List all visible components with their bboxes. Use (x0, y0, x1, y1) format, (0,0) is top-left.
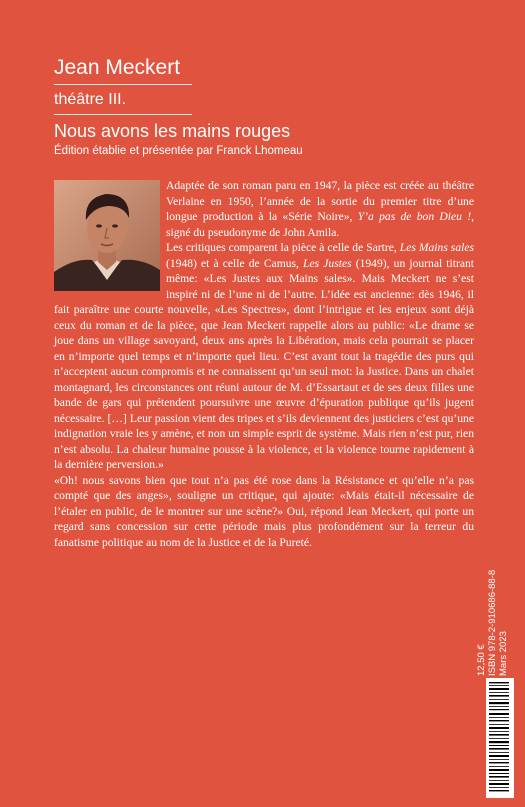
barcode-icon (486, 678, 514, 798)
paragraph-2-text-b: (1948) et à celle de Camus, (166, 256, 304, 270)
isbn-number: ISBN 978-2-910686-88-8 (487, 569, 498, 676)
paragraph-1-text-b: , signé du pseudonyme de John Amila. (166, 210, 474, 239)
header (54, 56, 474, 159)
barcode (486, 678, 514, 798)
paragraph-2-text-c: (1949), un journal titrant même: «Les Justes aux Mains sales». Mais Meckert ne s’est inspiré ni de l’une ni de l’autre. L’idée est ancienne: dès 1946, il fait paraître une courte nouvelle, «Les Spectres», dont l’intrigue et les enjeux sont déjà ceux du roman et de la pièce, que Jean Meckert rappelle alors au public: «Le drame se joue dans un village savoyard, deux ans après la Libération, mais cela pourrait se placer en n’importe quel temps et n’importe quel lieu. C’est avant tout la tragédie des purs qui n’acceptent aucun compromis et ne connaissent qu’un seul mot: la Justice. Dans un chalet montagnard, les circonstances ont réuni autour de M. d’Essartaut et de ses deux filles une bande de gars qui prétendent poursuivre une œuvre d’épuration publique qu’ils jugent nécessaire. […] Leur passion vient des tripes et s’ils deviennent des justiciers c’est qu’une indignation vraie les y amène, et non un simple esprit de système. Mais rien n’est pur, rien n’est absolu. La chaleur humaine pousse à la violence, et la violence tourne rapidement à la dernière perversion.» (54, 256, 474, 471)
paragraph-1-title: Y’a pas de bon Dieu ! (357, 210, 472, 223)
paragraph-2-title-1: Les Mains sales (399, 241, 474, 254)
paragraph-3: «Oh! nous savons bien que tout n’a pas été rose dans la Résistance et qu’elle n’a pas compté que des anges», souligne un critique, qui ajoute: «Mais était-il nécessaire de l’étaler en public, de le montrer sur une scène?» Oui, répond Jean Meckert, qui porte un regard sans concession sur cette période mais plus profondément sur la terreur du fanatisme politique au nom de la Justice et de la Pureté. (54, 473, 474, 549)
edition-credit: Édition établie et présentée par Franck Lhomeau (54, 145, 303, 157)
author-name: Jean Meckert (54, 56, 192, 85)
publication-date: Mars 2023 (498, 631, 509, 676)
isbn-text (476, 488, 520, 676)
paragraph-2-title-2: Les Justes (303, 256, 352, 270)
back-cover-text (54, 178, 474, 550)
paragraph-2-text-a: Les critiques comparent la pièce à celle de Sartre, (166, 241, 400, 254)
book-title: Nous avons les mains rouges (54, 121, 291, 141)
price-label: 12,50 € (476, 644, 487, 676)
paragraph-1-text-a: Adaptée de son roman paru en 1947, la pièce est créée au théâtre Verlaine en 1950, l’année de la sortie du premier titre d’une longue production à la «Série Noire», (166, 179, 474, 223)
photo-spacer (54, 178, 166, 288)
volume-label: théâtre III. (54, 90, 192, 115)
